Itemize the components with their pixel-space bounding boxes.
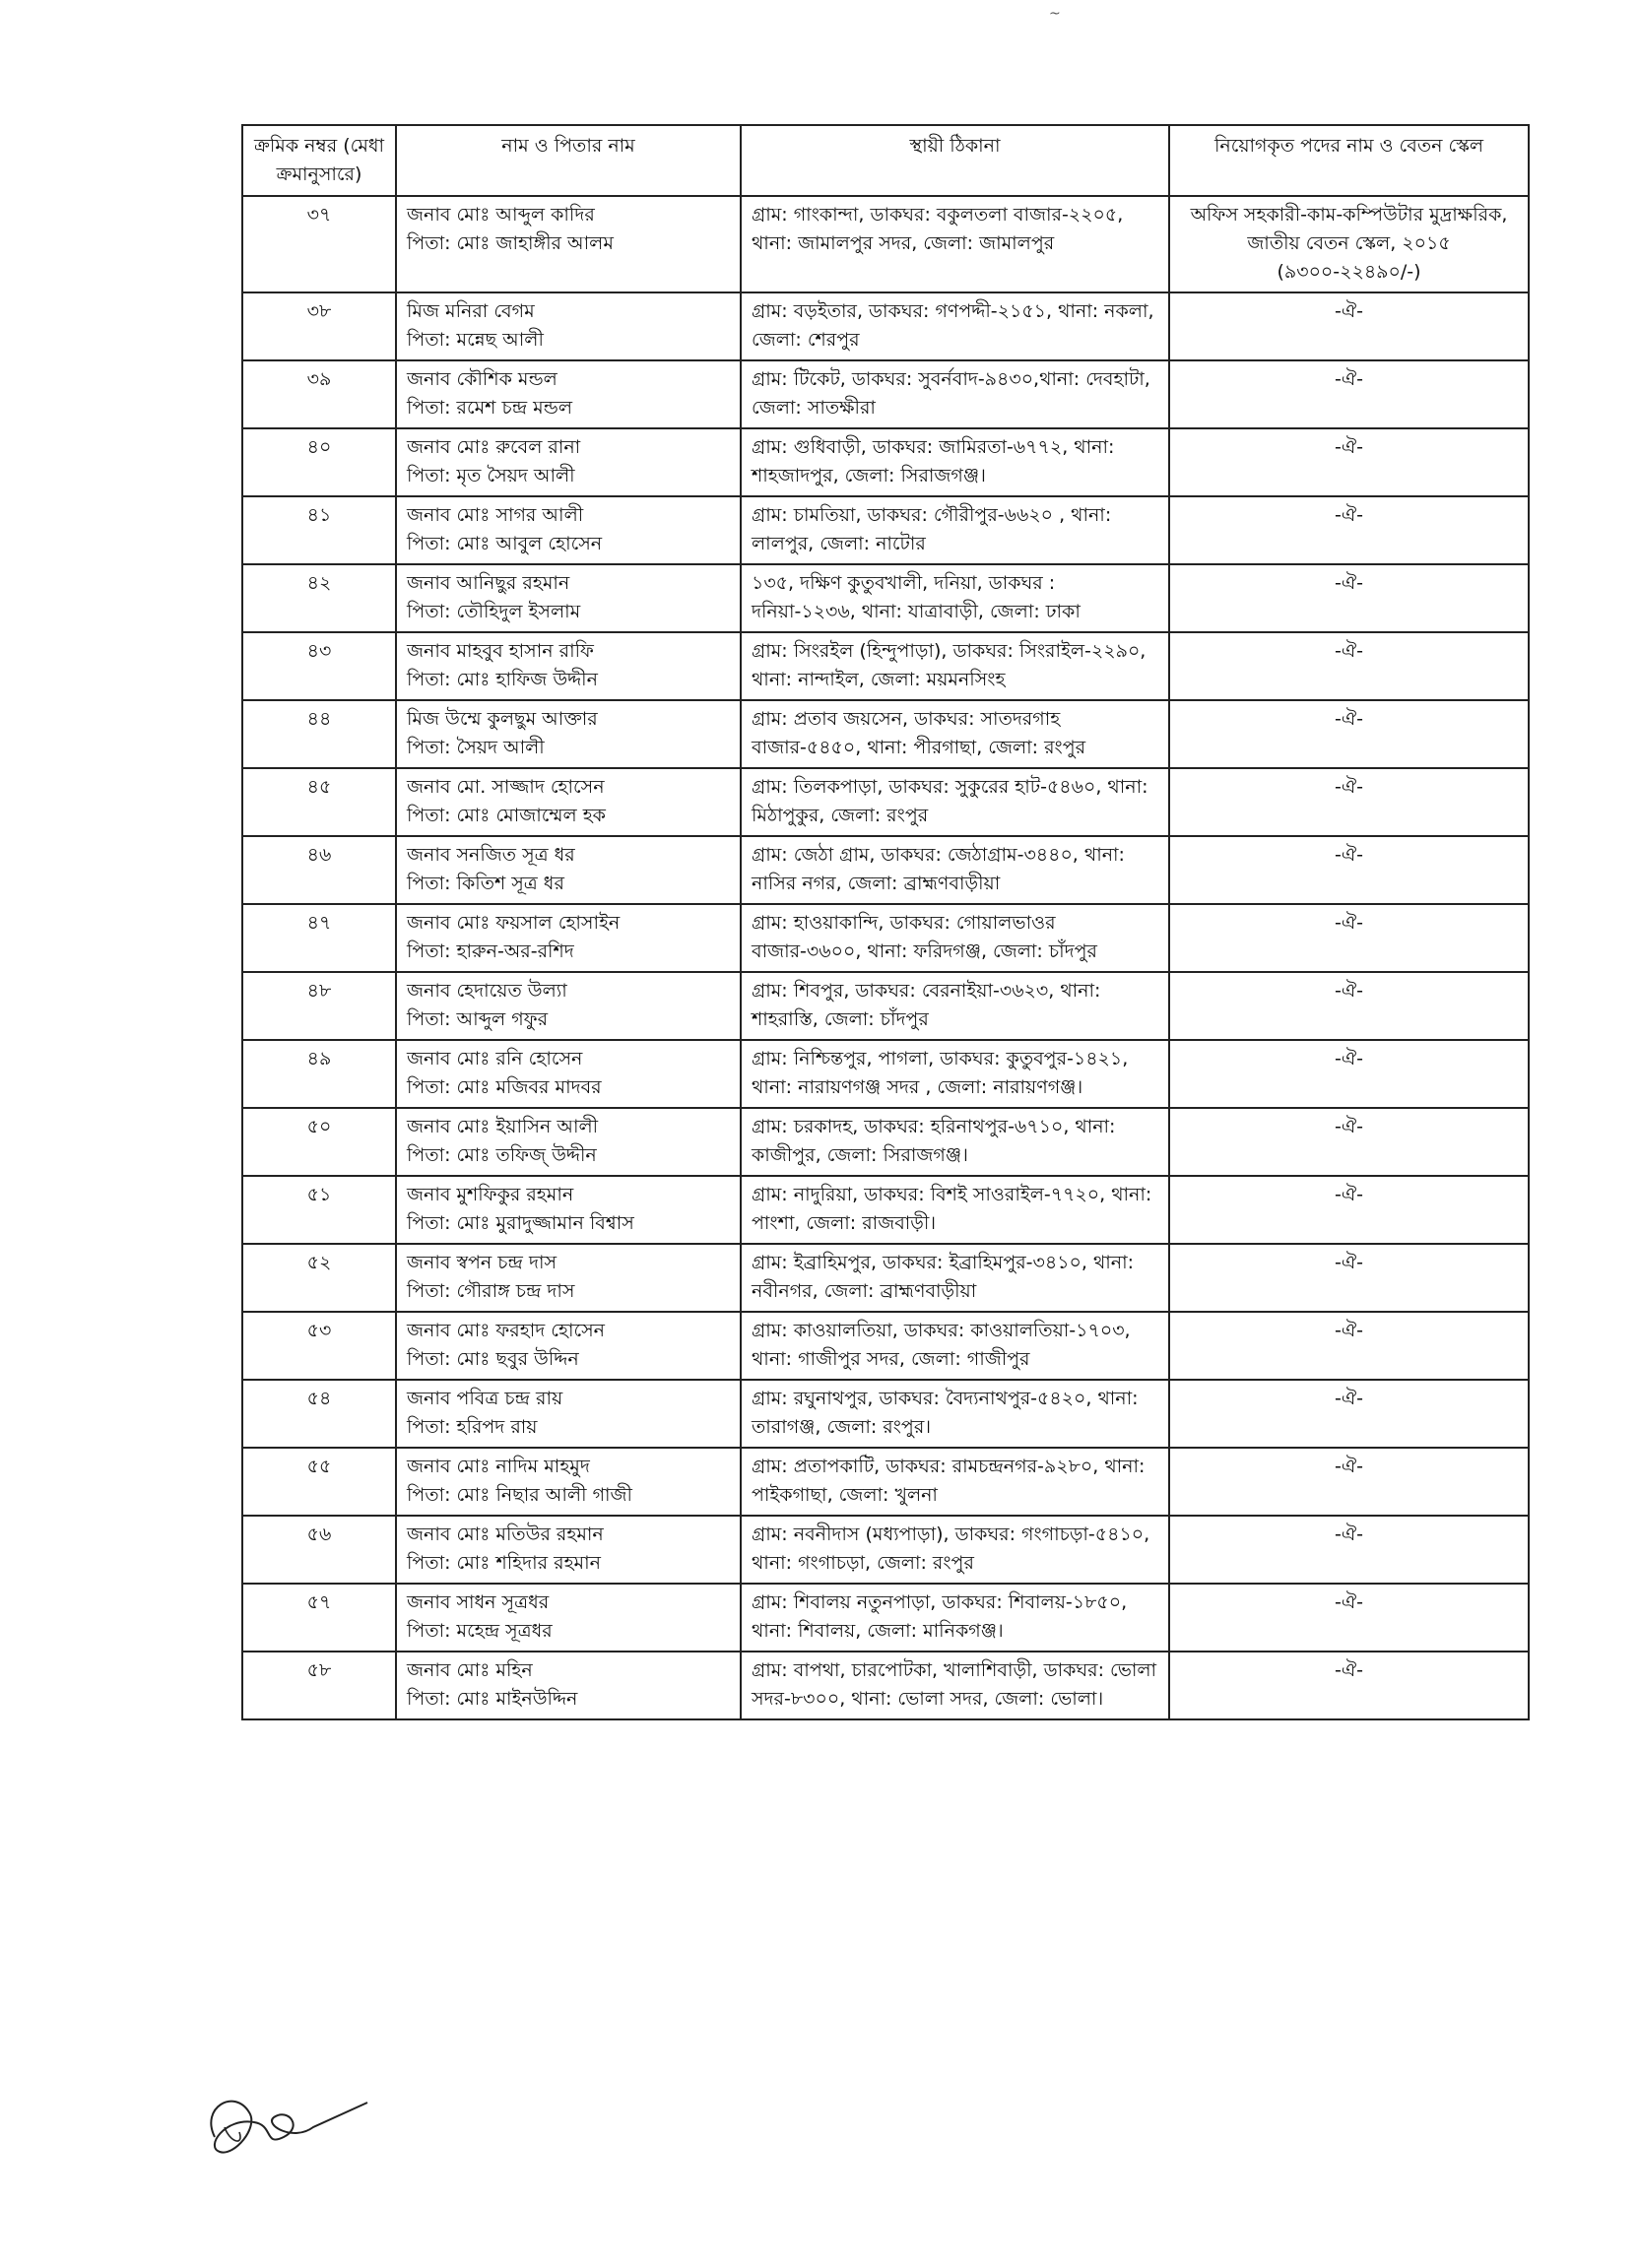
name-cell xyxy=(396,904,741,972)
candidate-name: জনাব মোঃ সাগর আলী xyxy=(407,504,584,526)
serial-cell: ৫০ xyxy=(242,1108,396,1176)
serial-cell: ৫৫ xyxy=(242,1448,396,1516)
father-name: পিতা: মোঃ আবুল হোসেন xyxy=(407,533,603,554)
scan-mark: ~ xyxy=(1049,6,1061,22)
serial-cell: ৫৬ xyxy=(242,1516,396,1584)
post-cell: -ঐ- xyxy=(1169,1108,1529,1176)
candidate-name: জনাব মোঃ ফয়সাল হোসাইন xyxy=(407,912,621,934)
serial-cell: ৩৯ xyxy=(242,360,396,428)
serial-cell: ৫২ xyxy=(242,1244,396,1312)
table-row xyxy=(242,1516,1529,1584)
name-cell xyxy=(396,1448,741,1516)
address-cell: গ্রাম: চামতিয়া, ডাকঘর: গৌরীপুর-৬৬২০ , থানা: লালপুর, জেলা: নাটোর xyxy=(741,496,1169,564)
name-cell xyxy=(396,768,741,836)
table-row xyxy=(242,1380,1529,1448)
address-cell: গ্রাম: নবনীদাস (মধ্যপাড়া), ডাকঘর: গংগাচড়া-৫৪১০, থানা: গংগাচড়া, জেলা: রংপুর xyxy=(741,1516,1169,1584)
serial-cell: ৪৪ xyxy=(242,700,396,768)
serial-cell: ৩৮ xyxy=(242,292,396,360)
address-cell: গ্রাম: প্রতাব জয়সেন, ডাকঘর: সাতদরগাহ বাজার-৫৪৫০, থানা: পীরগাছা, জেলা: রংপুর xyxy=(741,700,1169,768)
candidate-name: জনাব মোঃ মহিন xyxy=(407,1659,533,1681)
address-cell: ১৩৫, দক্ষিণ কুতুবখালী, দনিয়া, ডাকঘর : দনিয়া-১২৩৬, থানা: যাত্রাবাড়ী, জেলা: ঢাকা xyxy=(741,564,1169,632)
father-name: পিতা: হরিপদ রায় xyxy=(407,1416,538,1438)
address-cell: গ্রাম: কাওয়ালতিয়া, ডাকঘর: কাওয়ালতিয়া-১৭০৩, থানা: গাজীপুর সদর, জেলা: গাজীপুর xyxy=(741,1312,1169,1380)
post-cell: -ঐ- xyxy=(1169,564,1529,632)
address-cell: গ্রাম: সিংরইল (হিন্দুপাড়া), ডাকঘর: সিংরাইল-২২৯০, থানা: নান্দাইল, জেলা: ময়মনসিংহ xyxy=(741,632,1169,700)
serial-cell: ৪৮ xyxy=(242,972,396,1040)
name-cell xyxy=(396,360,741,428)
post-cell: -ঐ- xyxy=(1169,1516,1529,1584)
table-body xyxy=(242,196,1529,1719)
table-header xyxy=(242,125,1529,196)
post-cell: -ঐ- xyxy=(1169,1312,1529,1380)
name-cell xyxy=(396,1516,741,1584)
candidate-name: জনাব মাহবুব হাসান রাফি xyxy=(407,640,594,662)
table-row xyxy=(242,428,1529,496)
candidate-name: জনাব মোঃ আব্দুল কাদির xyxy=(407,204,595,226)
table-row xyxy=(242,632,1529,700)
serial-cell: ৪৬ xyxy=(242,836,396,904)
candidate-name: জনাব মোঃ মতিউর রহমান xyxy=(407,1523,604,1545)
candidate-name: জনাব মোঃ নাদিম মাহমুদ xyxy=(407,1456,590,1477)
post-cell: -ঐ- xyxy=(1169,1040,1529,1108)
name-cell xyxy=(396,1312,741,1380)
candidate-name: জনাব মোঃ ফরহাদ হোসেন xyxy=(407,1320,605,1341)
father-name: পিতা: তৌহিদুল ইসলাম xyxy=(407,601,581,622)
post-cell: -ঐ- xyxy=(1169,428,1529,496)
address-cell: গ্রাম: বড়ইতার, ডাকঘর: গণপদ্দী-২১৫১, থানা: নকলা, জেলা: শেরপুর xyxy=(741,292,1169,360)
address-cell: গ্রাম: রঘুনাথপুর, ডাকঘর: বৈদ্যনাথপুর-৫৪২০, থানা: তারাগঞ্জ, জেলা: রংপুর। xyxy=(741,1380,1169,1448)
table-row xyxy=(242,1652,1529,1719)
post-cell: -ঐ- xyxy=(1169,632,1529,700)
name-cell xyxy=(396,496,741,564)
address-cell: গ্রাম: গাংকান্দা, ডাকঘর: বকুলতলা বাজার-২২০৫, থানা: জামালপুর সদর, জেলা: জামালপুর xyxy=(741,196,1169,292)
name-cell xyxy=(396,428,741,496)
serial-cell: ৪২ xyxy=(242,564,396,632)
candidate-name: জনাব মোঃ ইয়াসিন আলী xyxy=(407,1116,599,1137)
serial-cell: ৫৮ xyxy=(242,1652,396,1719)
candidate-name: জনাব সাধন সূত্রধর xyxy=(407,1591,550,1613)
candidate-name: মিজ উম্মে কুলছুম আক্তার xyxy=(407,708,598,730)
table-row xyxy=(242,1312,1529,1380)
address-cell: গ্রাম: নিশ্চিন্তপুর, পাগলা, ডাকঘর: কুতুবপুর-১৪২১, থানা: নারায়ণগঞ্জ সদর , জেলা: নারায়ণগঞ্জ। xyxy=(741,1040,1169,1108)
post-cell: -ঐ- xyxy=(1169,972,1529,1040)
table-row xyxy=(242,768,1529,836)
serial-cell: ৪১ xyxy=(242,496,396,564)
serial-cell: ৪৭ xyxy=(242,904,396,972)
serial-cell: ৪৩ xyxy=(242,632,396,700)
name-cell xyxy=(396,1176,741,1244)
name-cell xyxy=(396,836,741,904)
post-cell: -ঐ- xyxy=(1169,836,1529,904)
father-name: পিতা: মোঃ নিছার আলী গাজী xyxy=(407,1484,632,1506)
post-cell: -ঐ- xyxy=(1169,292,1529,360)
father-name: পিতা: গৌরাঙ্গ চন্দ্র দাস xyxy=(407,1280,575,1302)
father-name: পিতা: মোঃ জাহাঙ্গীর আলম xyxy=(407,232,614,254)
father-name: পিতা: মৃত সৈয়দ আলী xyxy=(407,465,575,486)
name-cell xyxy=(396,1244,741,1312)
candidate-name: জনাব পবিত্র চন্দ্র রায় xyxy=(407,1388,563,1409)
serial-cell: ৫৩ xyxy=(242,1312,396,1380)
table-row xyxy=(242,564,1529,632)
table-row xyxy=(242,1584,1529,1652)
table-row xyxy=(242,292,1529,360)
table-row xyxy=(242,1176,1529,1244)
serial-cell: ৫৭ xyxy=(242,1584,396,1652)
serial-cell: ৪০ xyxy=(242,428,396,496)
appointment-table xyxy=(241,124,1530,1720)
header-address: স্থায়ী ঠিকানা xyxy=(741,125,1169,196)
address-cell: গ্রাম: তিলকপাড়া, ডাকঘর: সুকুরের হাট-৫৪৬০, থানা: মিঠাপুকুর, জেলা: রংপুর xyxy=(741,768,1169,836)
name-cell xyxy=(396,1380,741,1448)
table-row xyxy=(242,360,1529,428)
address-cell: গ্রাম: শিবালয় নতুনপাড়া, ডাকঘর: শিবালয়-১৮৫০, থানা: শিবালয়, জেলা: মানিকগঞ্জ। xyxy=(741,1584,1169,1652)
table-row xyxy=(242,972,1529,1040)
serial-cell: ৫১ xyxy=(242,1176,396,1244)
candidate-name: জনাব মো. সাজ্জাদ হোসেন xyxy=(407,776,605,798)
table-row xyxy=(242,196,1529,292)
serial-cell: ৪৯ xyxy=(242,1040,396,1108)
address-cell: গ্রাম: বাপথা, চারপোটকা, খালাশিবাড়ী, ডাকঘর: ভোলা সদর-৮৩০০, থানা: ভোলা সদর, জেলা: ভোলা। xyxy=(741,1652,1169,1719)
header-post: নিয়োগকৃত পদের নাম ও বেতন স্কেল xyxy=(1169,125,1529,196)
serial-cell: ৪৫ xyxy=(242,768,396,836)
post-cell: -ঐ- xyxy=(1169,1448,1529,1516)
serial-cell: ৩৭ xyxy=(242,196,396,292)
post-cell: -ঐ- xyxy=(1169,1176,1529,1244)
address-cell: গ্রাম: জেঠা গ্রাম, ডাকঘর: জেঠাগ্রাম-৩৪৪০, থানা: নাসির নগর, জেলা: ব্রাহ্মণবাড়ীয়া xyxy=(741,836,1169,904)
candidate-name: জনাব কৌশিক মন্ডল xyxy=(407,368,557,390)
candidate-name: মিজ মনিরা বেগম xyxy=(407,300,535,322)
post-cell: -ঐ- xyxy=(1169,496,1529,564)
signature xyxy=(195,2068,372,2186)
father-name: পিতা: মোঃ মজিবর মাদবর xyxy=(407,1076,602,1098)
serial-cell: ৫৪ xyxy=(242,1380,396,1448)
post-cell: -ঐ- xyxy=(1169,1380,1529,1448)
table-row xyxy=(242,1040,1529,1108)
table-row xyxy=(242,836,1529,904)
father-name: পিতা: মোঃ হাফিজ উদ্দীন xyxy=(407,669,598,690)
table-row xyxy=(242,904,1529,972)
table-row xyxy=(242,496,1529,564)
father-name: পিতা: কিতিশ সূত্র ধর xyxy=(407,873,564,894)
address-cell: গ্রাম: হাওয়াকান্দি, ডাকঘর: গোয়ালভাওর বাজার-৩৬০০, থানা: ফরিদগঞ্জ, জেলা: চাঁদপুর xyxy=(741,904,1169,972)
candidate-name: জনাব হেদায়েত উল্যা xyxy=(407,980,567,1002)
table-row xyxy=(242,1108,1529,1176)
address-cell: গ্রাম: নাদুরিয়া, ডাকঘর: বিশই সাওরাইল-৭৭২০, থানা: পাংশা, জেলা: রাজবাড়ী। xyxy=(741,1176,1169,1244)
header-row xyxy=(242,125,1529,196)
address-cell: গ্রাম: গুধিবাড়ী, ডাকঘর: জামিরতা-৬৭৭২, থানা: শাহজাদপুর, জেলা: সিরাজগঞ্জ। xyxy=(741,428,1169,496)
address-cell: গ্রাম: টিকেট, ডাকঘর: সুবর্নবাদ-৯৪৩০,থানা: দেবহাটা, জেলা: সাতক্ষীরা xyxy=(741,360,1169,428)
father-name: পিতা: মোঃ শহিদার রহমান xyxy=(407,1552,601,1574)
father-name: পিতা: মোঃ তফিজ্ উদ্দীন xyxy=(407,1144,597,1166)
post-cell: -ঐ- xyxy=(1169,1652,1529,1719)
post-cell: -ঐ- xyxy=(1169,1244,1529,1312)
name-cell xyxy=(396,292,741,360)
table-row xyxy=(242,700,1529,768)
name-cell xyxy=(396,972,741,1040)
post-cell: অফিস সহকারী-কাম-কম্পিউটার মুদ্রাক্ষরিক, জাতীয় বেতন স্কেল, ২০১৫ (৯৩০০-২২৪৯০/-) xyxy=(1169,196,1529,292)
father-name: পিতা: মহেন্দ্র সূত্রধর xyxy=(407,1620,553,1642)
post-cell: -ঐ- xyxy=(1169,1584,1529,1652)
table-row xyxy=(242,1244,1529,1312)
candidate-name: জনাব মোঃ রুবেল রানা xyxy=(407,436,581,458)
address-cell: গ্রাম: প্রতাপকাটি, ডাকঘর: রামচন্দ্রনগর-৯২৮০, থানা: পাইকগাছা, জেলা: খুলনা xyxy=(741,1448,1169,1516)
candidate-name: জনাব আনিছুর রহমান xyxy=(407,572,570,594)
table-row xyxy=(242,1448,1529,1516)
name-cell xyxy=(396,196,741,292)
father-name: পিতা: মোঃ মোজাম্মেল হক xyxy=(407,805,606,826)
address-cell: গ্রাম: শিবপুর, ডাকঘর: বেরনাইয়া-৩৬২৩, থানা: শাহরাস্তি, জেলা: চাঁদপুর xyxy=(741,972,1169,1040)
father-name: পিতা: রমেশ চন্দ্র মন্ডল xyxy=(407,397,572,419)
father-name: পিতা: আব্দুল গফুর xyxy=(407,1008,549,1030)
father-name: পিতা: মোঃ মাইনউদ্দিন xyxy=(407,1688,578,1710)
name-cell xyxy=(396,632,741,700)
candidate-name: জনাব সনজিত সূত্র ধর xyxy=(407,844,575,866)
name-cell xyxy=(396,1040,741,1108)
father-name: পিতা: মন্নেছ আলী xyxy=(407,329,544,351)
father-name: পিতা: মোঃ ছবুর উদ্দিন xyxy=(407,1348,579,1370)
post-cell: -ঐ- xyxy=(1169,700,1529,768)
post-cell: -ঐ- xyxy=(1169,904,1529,972)
post-cell: -ঐ- xyxy=(1169,768,1529,836)
post-cell: -ঐ- xyxy=(1169,360,1529,428)
header-serial: ক্রমিক নম্বর (মেধা ক্রমানুসারে) xyxy=(242,125,396,196)
address-cell: গ্রাম: ইব্রাহিমপুর, ডাকঘর: ইব্রাহিমপুর-৩৪১০, থানা: নবীনগর, জেলা: ব্রাহ্মণবাড়ীয়া xyxy=(741,1244,1169,1312)
name-cell xyxy=(396,1652,741,1719)
name-cell xyxy=(396,1108,741,1176)
address-cell: গ্রাম: চরকাদহ, ডাকঘর: হরিনাথপুর-৬৭১০, থানা: কাজীপুর, জেলা: সিরাজগঞ্জ। xyxy=(741,1108,1169,1176)
candidate-name: জনাব মুশফিকুর রহমান xyxy=(407,1184,574,1205)
header-name: নাম ও পিতার নাম xyxy=(396,125,741,196)
name-cell xyxy=(396,1584,741,1652)
name-cell xyxy=(396,564,741,632)
candidate-name: জনাব মোঃ রনি হোসেন xyxy=(407,1048,583,1069)
name-cell xyxy=(396,700,741,768)
candidate-name: জনাব স্বপন চন্দ্র দাস xyxy=(407,1252,557,1273)
father-name: পিতা: হারুন-অর-রশিদ xyxy=(407,940,574,962)
father-name: পিতা: সৈয়দ আলী xyxy=(407,737,545,758)
father-name: পিতা: মোঃ মুরাদুজ্জামান বিশ্বাস xyxy=(407,1212,634,1234)
